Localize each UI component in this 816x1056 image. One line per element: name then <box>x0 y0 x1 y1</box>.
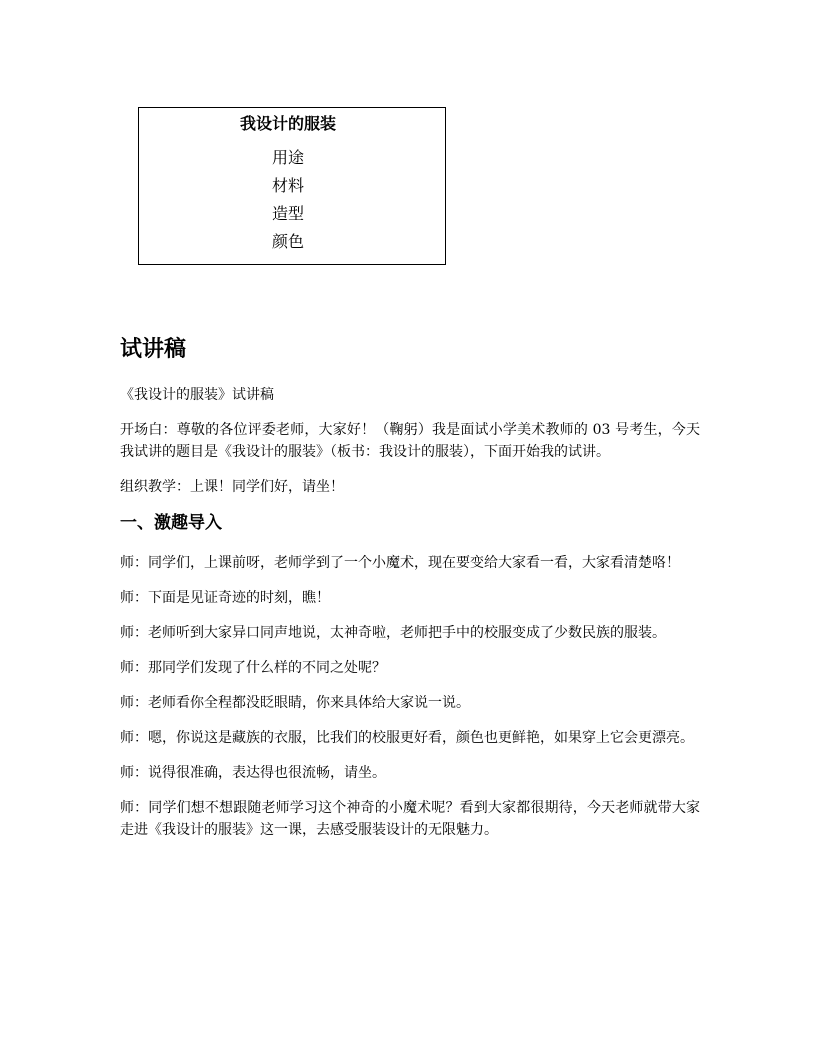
board-title: 我设计的服装 <box>239 114 336 133</box>
document-body <box>120 334 700 854</box>
board-item-shape: 造型 <box>272 204 305 223</box>
dialogue-paragraph: 师：老师听到大家异口同声地说，太神奇啦，老师把手中的校服变成了少数民族的服装。 <box>120 625 666 641</box>
dialogue-paragraph: 师：说得很准确，表达得也很流畅，请坐。 <box>120 765 386 781</box>
dialogue-paragraph: 师：同学们想不想跟随老师学习这个神奇的小魔术呢？看到大家都很期待，今天老师就带大家走进《我设计的服装》这一课，去感受服装设计的无限魅力。 <box>120 800 700 838</box>
section-heading: 一、激趣导入 <box>120 513 222 533</box>
document-heading: 试讲稿 <box>120 337 187 362</box>
board-item-material: 材料 <box>272 176 305 195</box>
organize-paragraph: 组织教学：上课！同学们好，请坐！ <box>120 479 344 495</box>
dialogue-paragraph: 师：同学们，上课前呀，老师学到了一个小魔术，现在要变给大家看一看，大家看清楚咯！ <box>120 555 680 571</box>
dialogue-paragraph: 师：老师看你全程都没眨眼睛，你来具体给大家说一说。 <box>120 695 470 711</box>
dialogue-paragraph: 师：下面是见证奇迹的时刻，瞧！ <box>120 590 330 606</box>
dialogue-paragraph: 师：那同学们发现了什么样的不同之处呢？ <box>120 660 386 676</box>
dialogue-paragraph: 师：嗯，你说这是藏族的衣服，比我们的校服更好看，颜色也更鲜艳，如果穿上它会更漂亮。 <box>120 730 694 746</box>
board-item-usage: 用途 <box>272 148 305 167</box>
board-item-list <box>272 144 304 256</box>
board-item-color: 颜色 <box>272 232 305 251</box>
opening-paragraph: 开场白：尊敬的各位评委老师，大家好！（鞠躬）我是面试小学美术教师的 03 号考生，今天我试讲的题目是《我设计的服装》（板书：我设计的服装），下面开始我的试讲。 <box>120 422 700 460</box>
document-subtitle: 《我设计的服装》试讲稿 <box>120 387 274 403</box>
blackboard-outline-box <box>138 107 446 265</box>
